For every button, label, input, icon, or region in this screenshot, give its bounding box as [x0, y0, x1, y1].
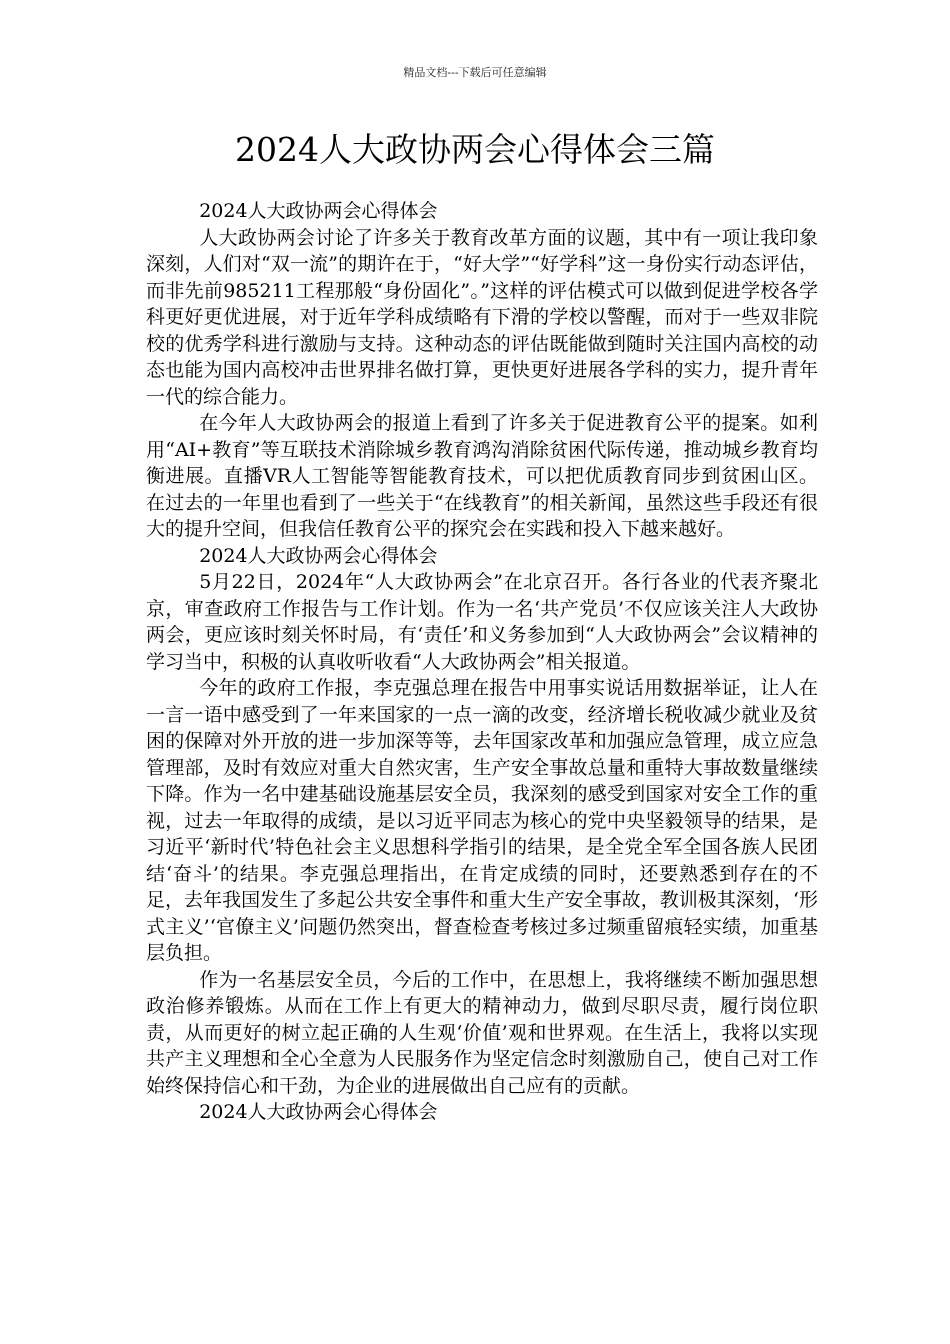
- page-header-note: 精品文档---下载后可任意编辑: [403, 66, 547, 79]
- body-paragraph: 作为一名基层安全员，今后的工作中，在思想上，我将继续不断加强思想政治修养锻炼。从而在工作上有更大的精神动力，做到尽职尽责，履行岗位职责，从而更好的树立起正确的人生观‘价值’观和世界观。在生活上，我将以实现共产主义理想和全心全意为人民服务作为坚定信念时刻激励自己，使自己对工作始终保持信心和干劲，为企业的进展做出自己应有的贡献。: [146, 968, 818, 1097]
- body-paragraph: 今年的政府工作报，李克强总理在报告中用事实说话用数据举证，让人在一言一语中感受到了一年来国家的一点一滴的改变，经济增长税收减少就业及贫困的保障对外开放的进一步加深等等，去年国家改革和加强应急管理，成立应急管理部，及时有效应对重大自然灾害，生产安全事故总量和重特大事故数量继续下降。作为一名中建基础设施基层安全员，我深刻的感受到国家对安全工作的重视，过去一年取得的成绩，是以习近平同志为核心的党中央坚毅领导的结果，是习近平‘新时代’特色社会主义思想科学指引的结果，是全党全军全国各族人民团结‘奋斗’的结果。李克强总理指出，在肯定成绩的同时，还要熟悉到存在的不足，去年我国发生了多起公共安全事件和重大生产安全事故，教训极其深刻，‘形式主义’‘官僚主义’问题仍然突出，督查检查考核过多过频重留痕轻实绩，加重基层负担。: [146, 677, 818, 964]
- section-heading: 2024人大政协两会心得体会: [199, 1101, 438, 1123]
- body-paragraph: 人大政协两会讨论了许多关于教育改革方面的议题，其中有一项让我印象深刻，人们对“双一流”的期许在于，“好大学”“好学科”这一身份实行动态评估，而非先前985211工程那般“身份固化”。”这样的评估模式可以做到促进学校各学科更好更优进展，对于近年学科成绩略有下滑的学校以警醒，而对于一些双非院校的优秀学科进行激励与支持。这种动态的评估既能做到随时关注国内高校的动态也能为国内高校冲击世界排名做打算，更快更好进展各学科的实力，提升青年一代的综合能力。: [146, 226, 818, 408]
- section-heading: 2024人大政协两会心得体会: [199, 200, 438, 222]
- body-paragraph: 在今年人大政协两会的报道上看到了许多关于促进教育公平的提案。如利用“AI+教育”等互联技术消除城乡教育鸿沟消除贫困代际传递，推动城乡教育均衡进展。直播VR人工智能等智能教育技术，可以把优质教育同步到贫困山区。在过去的一年里也看到了一些关于“在线教育”的相关新闻，虽然这些手段还有很大的提升空间，但我信任教育公平的探究会在实践和投入下越来越好。: [146, 412, 818, 540]
- document-body: [146, 198, 818, 1126]
- section-heading: 2024人大政协两会心得体会: [199, 544, 438, 567]
- document-title: 2024人大政协两会心得体会三篇: [235, 130, 715, 169]
- body-paragraph: 5月22日，2024年“人大政协两会”在北京召开。各行各业的代表齐聚北京，审查政府工作报告与工作计划。作为一名‘共产党员’不仅应该关注人大政协两会，更应该时刻关怀时局，有‘责任’和义务参加到“人大政协两会”会议精神的学习当中，积极的认真收听收看“人大政协两会”相关报道。: [146, 571, 818, 673]
